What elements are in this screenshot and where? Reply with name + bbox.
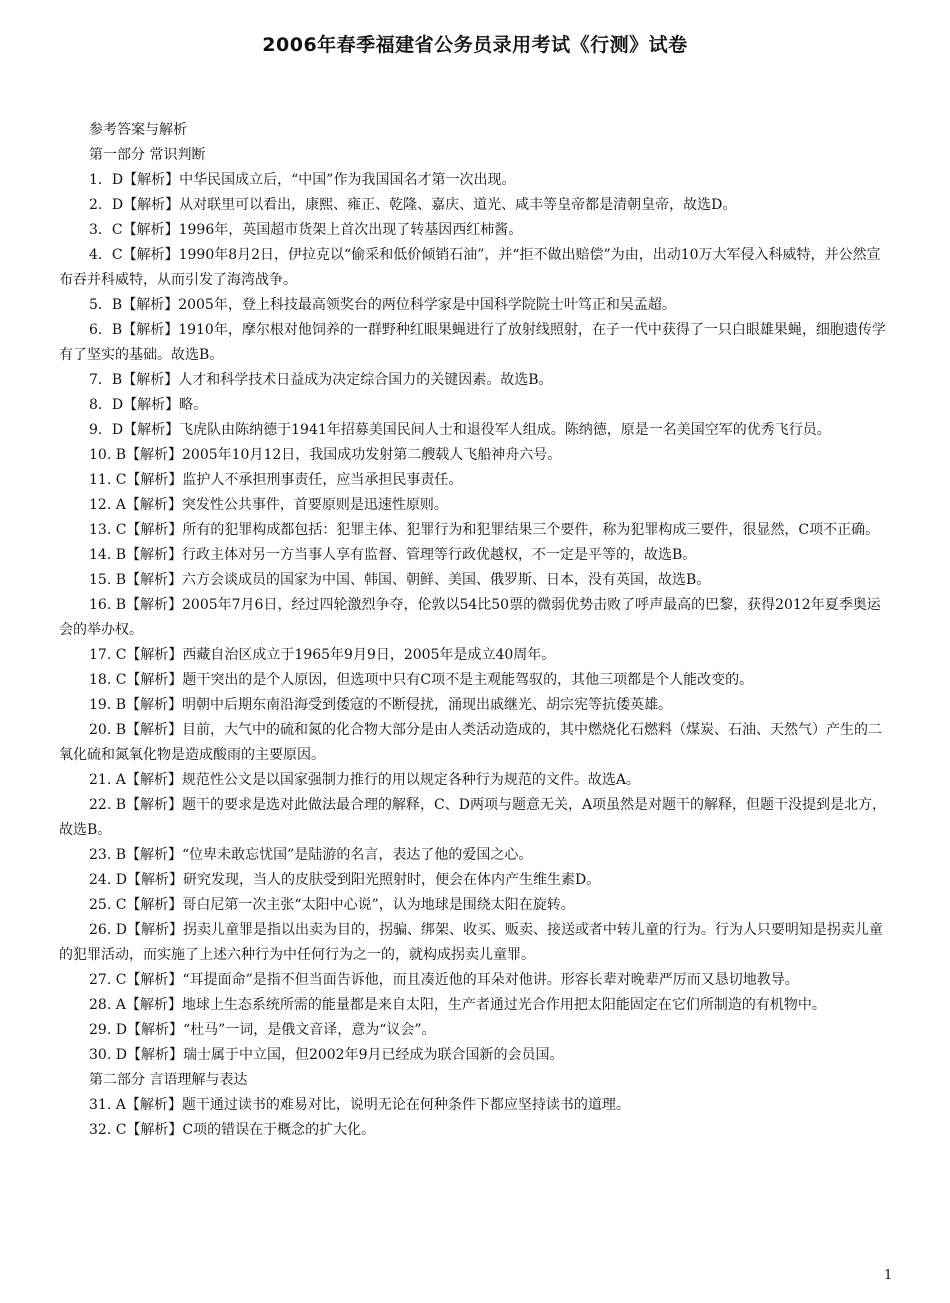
document-body xyxy=(59,118,892,1143)
answer-item: 2．D【解析】从对联里可以看出，康熙、雍正、乾隆、嘉庆、道光、咸丰等皇帝都是清朝皇帝，故选D。 xyxy=(89,197,737,213)
answer-item: 15. B【解析】六方会谈成员的国家为中国、韩国、朝鲜、美国、俄罗斯、日本，没有英国，故选B。 xyxy=(89,572,711,588)
answer-item: 30. D【解析】瑞士属于中立国，但2002年9月已经成为联合国新的会员国。 xyxy=(89,1047,564,1063)
answer-item: 22. B【解析】题干的要求是选对此做法最合理的解释，C、D两项与题意无关，A项虽然是对题干的解释，但题干没提到是北方，故选B。 xyxy=(59,797,887,838)
answer-item: 12. A【解析】突发性公共事件，首要原则是迅速性原则。 xyxy=(89,497,448,513)
answer-item: 3．C【解析】1996年，英国超市货架上首次出现了转基因西红柿酱。 xyxy=(89,222,523,238)
answer-item: 16. B【解析】2005年7月6日，经过四轮激烈争夺，伦敦以54比50票的微弱优势击败了呼声最高的巴黎，获得2012年夏季奥运会的举办权。 xyxy=(59,597,881,638)
answer-item: 20. B【解析】目前，大气中的硫和氮的化合物大部分是由人类活动造成的，其中燃烧化石燃料（煤炭、石油、天然气）产生的二氧化硫和氮氧化物是造成酸雨的主要原因。 xyxy=(59,722,882,763)
answer-item: 11. C【解析】监护人不承担刑事责任，应当承担民事责任。 xyxy=(89,472,463,488)
answer-item: 19. B【解析】明朝中后期东南沿海受到倭寇的不断侵扰，涌现出戚继光、胡宗宪等抗倭英雄。 xyxy=(89,697,673,713)
answer-item: 28. A【解析】地球上生态系统所需的能量都是来自太阳，生产者通过光合作用把太阳能固定在它们所制造的有机物中。 xyxy=(89,997,826,1013)
section-heading-part-2: 第二部分 言语理解与表达 xyxy=(89,1072,248,1088)
answer-item: 10. B【解析】2005年10月12日，我国成功发射第二艘载人飞船神舟六号。 xyxy=(89,447,562,463)
answer-item: 18. C【解析】题干突出的是个人原因，但选项中只有C项不是主观能驾驭的，其他三项都是个人能改变的。 xyxy=(89,672,754,688)
answer-item: 7．B【解析】人才和科学技术日益成为决定综合国力的关键因素。故选B。 xyxy=(89,372,553,388)
answer-item: 4．C【解析】1990年8月2日，伊拉克以“偷采和低价倾销石油”，并“拒不做出赔偿”为由，出动10万大军侵入科威特，并公然宣布吞并科威特，从而引发了海湾战争。 xyxy=(59,247,881,288)
answer-item: 25. C【解析】哥白尼第一次主张“太阳中心说”，认为地球是围绕太阳在旋转。 xyxy=(89,897,575,913)
section-heading-answers: 参考答案与解析 xyxy=(89,122,187,138)
answer-item: 23. B【解析】“位卑未敢忘忧国”是陆游的名言，表达了他的爱国之心。 xyxy=(89,847,533,863)
answer-item: 24. D【解析】研究发现，当人的皮肤受到阳光照射时，便会在体内产生维生素D。 xyxy=(89,872,601,888)
answer-item: 13. C【解析】所有的犯罪构成都包括：犯罪主体、犯罪行为和犯罪结果三个要件，称为犯罪构成三要件，很显然，C项不正确。 xyxy=(89,522,880,538)
section-heading-part-1: 第一部分 常识判断 xyxy=(89,147,206,163)
answer-item: 14. B【解析】行政主体对另一方当事人享有监督、管理等行政优越权，不一定是平等的，故选B。 xyxy=(89,547,697,563)
answer-item: 5．B【解析】2005年，登上科技最高领奖台的两位科学家是中国科学院院士叶笃正和吴孟超。 xyxy=(89,297,676,313)
answer-item: 1．D【解析】中华民国成立后，“中国”作为我国国名才第一次出现。 xyxy=(89,172,516,188)
page-number: 1 xyxy=(884,1268,893,1283)
answer-item: 26. D【解析】拐卖儿童罪是指以出卖为目的，拐骗、绑架、收买、贩卖、接送或者中转儿童的行为。行为人只要明知是拐卖儿童的犯罪活动，而实施了上述六种行为中任何行为之一的，就构成拐卖儿童罪。 xyxy=(59,922,883,963)
answer-item: 17. C【解析】西藏自治区成立于1965年9月9日，2005年是成立40周年。 xyxy=(89,647,556,663)
answer-item: 6．B【解析】1910年，摩尔根对他饲养的一群野种红眼果蝇进行了放射线照射，在子一代中获得了一只白眼雄果蝇，细胞遗传学有了坚实的基础。故选B。 xyxy=(59,322,886,363)
page-title: 2006年春季福建省公务员录用考试《行测》试卷 xyxy=(262,34,688,56)
answer-item: 32. C【解析】C项的错误在于概念的扩大化。 xyxy=(89,1122,376,1138)
answer-item: 8．D【解析】略。 xyxy=(89,397,208,413)
answer-item: 31. A【解析】题干通过读书的难易对比，说明无论在何种条件下都应坚持读书的道理。 xyxy=(89,1097,630,1113)
answer-item: 9．D【解析】飞虎队由陈纳德于1941年招募美国民间人士和退役军人组成。陈纳德，原是一名美国空军的优秀飞行员。 xyxy=(89,422,831,438)
answer-item: 29. D【解析】“杜马”一词，是俄文音译，意为“议会”。 xyxy=(89,1022,436,1038)
answer-item: 27. C【解析】“耳提面命”是指不但当面告诉他，而且凑近他的耳朵对他讲。形容长辈对晚辈严厉而又恳切地教导。 xyxy=(89,972,799,988)
answer-item: 21. A【解析】规范性公文是以国家强制力推行的用以规定各种行为规范的文件。故选A。 xyxy=(89,772,640,788)
